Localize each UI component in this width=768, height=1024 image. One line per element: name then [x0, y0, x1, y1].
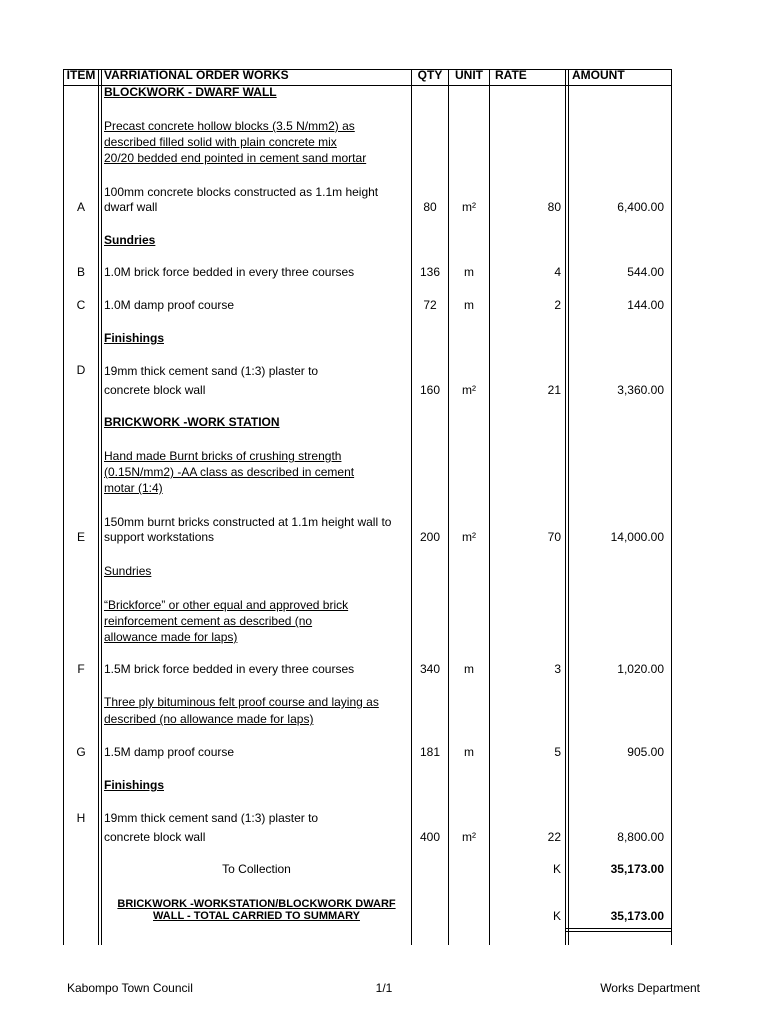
item-qty: 72 [423, 298, 437, 312]
item-rate: 80 [547, 200, 561, 214]
header-description: VARRIATIONAL ORDER WORKS [104, 68, 289, 82]
spec-line: Hand made Burnt bricks of crushing strength [104, 449, 342, 463]
subheading-sundries: Sundries [104, 564, 152, 578]
section-title-blockwork: BLOCKWORK - DWARF WALL [104, 85, 277, 99]
item-code: A [76, 200, 85, 214]
item-rate: 4 [554, 265, 561, 279]
item-desc: 19mm thick cement sand (1:3) plaster to [104, 364, 319, 378]
spec-line: motar (1:4) [104, 481, 163, 495]
item-rate: 22 [547, 830, 561, 844]
item-amount: 544.00 [627, 265, 664, 279]
item-code: H [76, 811, 86, 825]
item-desc: concrete block wall [104, 383, 206, 397]
rate-col-divider [565, 69, 566, 945]
header-item: ITEM [66, 68, 96, 82]
item-amount: 1,020.00 [617, 662, 664, 676]
item-rate: 2 [554, 298, 561, 312]
item-qty: 400 [419, 830, 441, 844]
item-code: E [76, 530, 85, 544]
collection-currency: K [552, 862, 561, 876]
subheading-finishings: Finishings [104, 778, 164, 792]
collection-label: To Collection [222, 862, 291, 876]
spec-line: described (no allowance made for laps) [104, 712, 314, 726]
footer-right: Works Department [600, 981, 700, 995]
item-rate: 70 [547, 530, 561, 544]
item-unit: m² [462, 200, 476, 214]
item-rate: 21 [547, 383, 561, 397]
item-qty: 181 [419, 745, 441, 759]
spec-line: Precast concrete hollow blocks (3.5 N/mm2) as [104, 119, 355, 133]
item-unit: m [464, 662, 474, 676]
spec-line: 20/20 bedded end pointed in cement sand mortar [104, 151, 367, 165]
footer-page: 1/1 [375, 981, 393, 995]
item-unit: m [464, 298, 474, 312]
spec-line: allowance made for laps) [104, 630, 238, 644]
collection-amount: 35,173.00 [610, 862, 664, 876]
item-desc: 1.5M brick force bedded in every three courses [104, 662, 355, 676]
item-code: F [77, 662, 85, 676]
item-qty: 136 [419, 265, 441, 279]
item-code: B [76, 265, 85, 279]
item-unit: m [464, 745, 474, 759]
item-rate: 5 [554, 745, 561, 759]
header-rate: RATE [495, 68, 527, 82]
header-amount: AMOUNT [572, 68, 625, 82]
item-amount: 3,360.00 [617, 383, 664, 397]
item-desc: 150mm burnt bricks constructed at 1.1m height wall to [104, 515, 392, 529]
subheading-sundries: Sundries [104, 233, 156, 247]
spec-line: “Brickforce” or other equal and approved brick [104, 598, 349, 612]
item-desc: 1.0M brick force bedded in every three courses [104, 265, 355, 279]
item-desc: support workstations [104, 530, 215, 544]
item-unit: m² [462, 530, 476, 544]
item-unit: m² [462, 383, 476, 397]
summary-line-2: WALL - TOTAL CARRIED TO SUMMARY [153, 910, 360, 922]
item-qty: 200 [419, 530, 441, 544]
item-col-divider-double [101, 69, 102, 945]
item-amount: 8,800.00 [617, 830, 664, 844]
item-qty: 80 [423, 200, 437, 214]
item-amount: 144.00 [627, 298, 664, 312]
total-underline-2 [566, 931, 671, 932]
item-qty: 340 [419, 662, 441, 676]
item-amount: 14,000.00 [610, 530, 664, 544]
subheading-finishings: Finishings [104, 331, 164, 345]
item-rate: 3 [554, 662, 561, 676]
item-desc: concrete block wall [104, 830, 206, 844]
item-code: D [76, 363, 86, 377]
item-amount: 905.00 [627, 745, 664, 759]
item-desc: 1.5M damp proof course [104, 745, 235, 759]
item-desc: dwarf wall [104, 200, 158, 214]
summary-currency: K [552, 909, 561, 923]
total-underline-1 [566, 928, 671, 929]
section-title-brickwork: BRICKWORK -WORK STATION [104, 415, 280, 429]
item-desc: 19mm thick cement sand (1:3) plaster to [104, 811, 319, 825]
header-qty: QTY [417, 68, 443, 82]
summary-amount: 35,173.00 [610, 909, 664, 923]
spec-line: (0.15N/mm2) -AA class as described in cement [104, 465, 355, 479]
footer-left: Kabompo Town Council [67, 981, 193, 995]
spec-line: Three ply bituminous felt proof course and laying as [104, 695, 379, 709]
item-unit: m [464, 265, 474, 279]
table-right-border [671, 69, 672, 945]
spec-line: described filled solid with plain concrete mix [104, 135, 337, 149]
header-unit: UNIT [455, 68, 483, 82]
item-desc: 100mm concrete blocks constructed as 1.1m height [104, 185, 379, 199]
summary-line-1: BRICKWORK -WORKSTATION/BLOCKWORK DWARF [117, 898, 396, 910]
item-amount: 6,400.00 [617, 200, 664, 214]
item-col-divider [98, 69, 99, 945]
item-unit: m² [462, 830, 476, 844]
item-qty: 160 [419, 383, 441, 397]
item-code: G [76, 745, 86, 759]
spec-line: reinforcement cement as described (no [104, 614, 313, 628]
item-desc: 1.0M damp proof course [104, 298, 235, 312]
item-code: C [76, 298, 86, 312]
